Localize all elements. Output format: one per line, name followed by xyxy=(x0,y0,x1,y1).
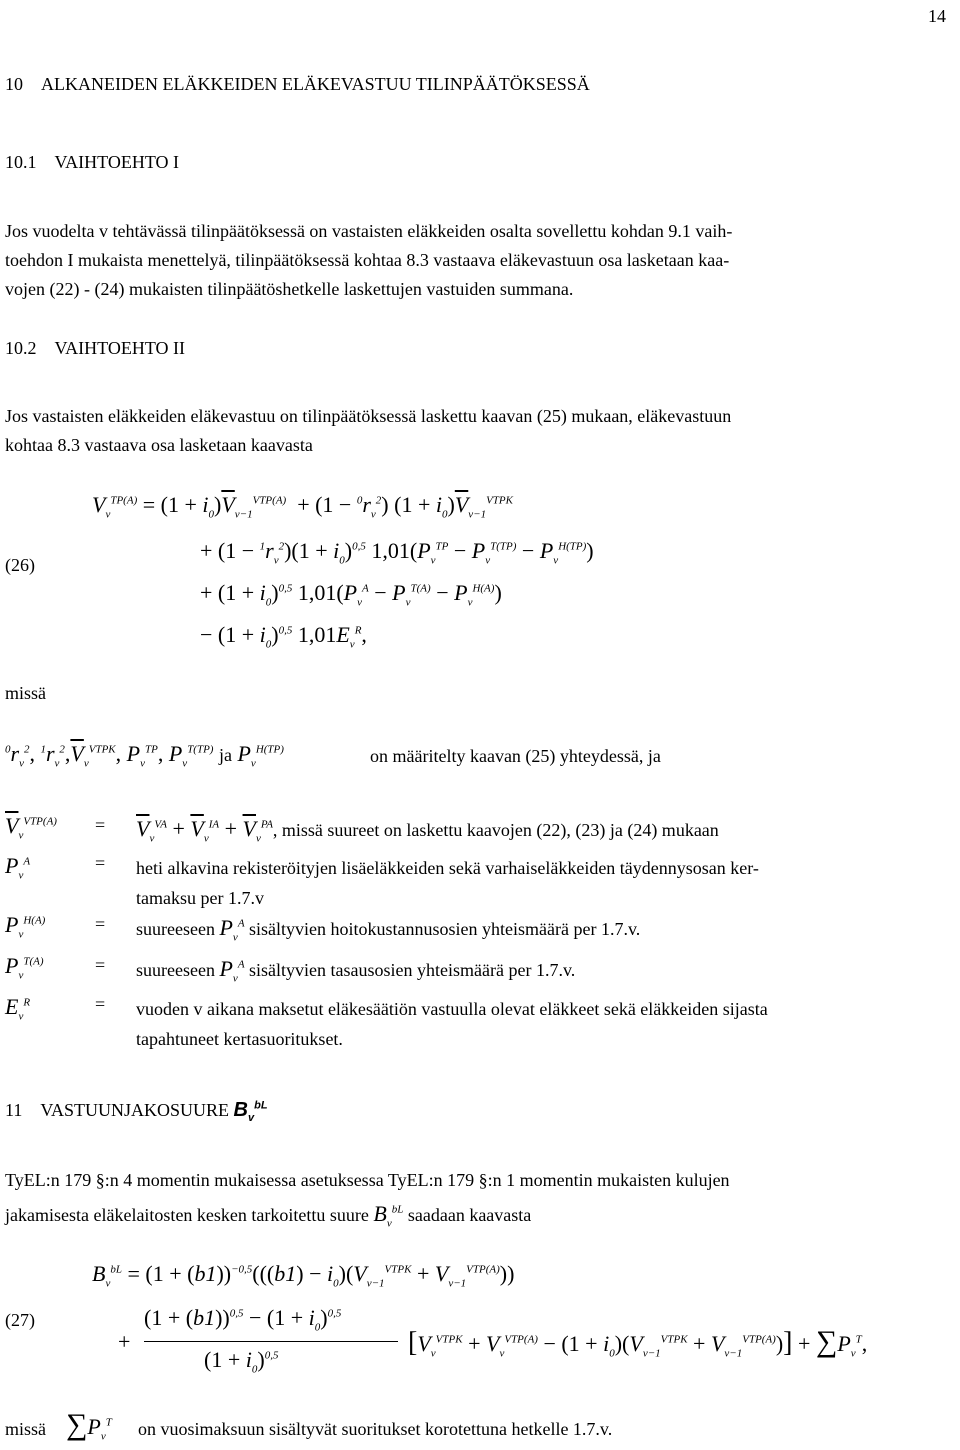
symbol-er: $E_v^R$ xyxy=(5,994,31,1023)
page-number: 14 xyxy=(928,6,946,26)
formula-26-line-1: $V_v^{TP(A)} = (1 + i_0)\overline{V}_{v-1}^{VTP(A)} + (1 - ^0r_v^2) (1 + i_0)\overline{V}_{v-1}^{VTPK}$ xyxy=(92,492,513,521)
symbol-pa-inline: $P_v^A$ xyxy=(219,956,245,985)
formula-27-line-2: + $(1 + (b1))^{0,5} - (1 + i_0)^{0,5}$ $(1 + i_0)^{0,5}$ $[V_v^{VTPK} + V_v^{VTP(A)} - (1 + i_0)(V_{v-1}^{VTPK} + V_{v-1}^{VTP(A)})] + \sum P_v^T$, xyxy=(118,1305,868,1376)
symbol-sum-pt: $\sum P_v^T$ xyxy=(66,1408,112,1443)
definition-row xyxy=(0,815,960,845)
paragraph-line: vojen (22) - (24) mukaisten tilinpäätöshetkelle laskettujen vastuiden summana. xyxy=(5,279,574,299)
section-10-heading: 10 ALKANEIDEN ELÄKKEIDEN ELÄKEVASTUU TILINPÄÄTÖKSESSÄ xyxy=(5,74,590,94)
definition-text: , missä suureet on laskettu kaavojen (22), (23) ja (24) mukaan xyxy=(272,820,719,840)
paragraph-line: Jos vastaisten eläkkeiden eläkevastuu on tilinpäätöksessä laskettu kaavan (25) mukaan, eläkevastuun xyxy=(5,406,732,426)
definition-row xyxy=(0,853,960,913)
formula-26-line-4: − $(1 + i_0)^{0,5}$ $1,01E_v^R$, xyxy=(200,622,367,651)
symbol-bvbl-inline: $B_v^{bL}$ xyxy=(373,1201,404,1230)
symbol-bvbl: $B_v^{bL}$ xyxy=(233,1099,268,1124)
symbol-sum: $\overline{V}_v^{VA} + \overline{V}_v^{IA} + \overline{V}_v^{PA}$ xyxy=(136,816,273,845)
fraction-denominator: $(1 + i_0)^{0,5}$ xyxy=(204,1347,279,1376)
definition-row xyxy=(0,955,960,985)
missa-text-27: on vuosimaksuun sisältyvät suoritukset korotettuna hetkelle 1.7.v. xyxy=(138,1419,613,1439)
formula-number-26: (26) xyxy=(5,555,35,575)
section-10-1-heading: 10.1 VAIHTOEHTO I xyxy=(5,152,179,172)
bracket-expression: $[V_v^{VTPK} + V_v^{VTP(A)} - (1 + i_0)(V_{v-1}^{VTPK} + V_{v-1}^{VTP(A)})] + \sum P_v^T$, xyxy=(408,1325,868,1360)
formula-number-27: (27) xyxy=(5,1310,35,1330)
paragraph-line: Jos vuodelta v tehtävässä tilinpäätöksessä on vastaisten eläkkeiden osalta sovellettu kohdan 9.1 vaih- xyxy=(5,221,733,241)
defined-symbols-list: $^0r_v^2$, $^1r_v^2,\overline{V}_v^{VTPK}$, $P_v^{TP}$, $P_v^{T(TP)}$ ja $P_v^{H(TP)}$ xyxy=(5,741,284,770)
paragraph-line: TyEL:n 179 §:n 4 momentin mukaisessa asetuksessa TyEL:n 179 §:n 1 momentin mukaisten kulujen xyxy=(5,1170,730,1190)
missa-label: missä xyxy=(5,683,47,703)
formula-26-line-3: + $(1 + i_0)^{0,5}$ $1,01(P_v^A - P_v^{T(A)} - P_v^{H(A)})$ xyxy=(200,580,502,609)
section-10-2-heading: 10.2 VAIHTOEHTO II xyxy=(5,338,185,358)
symbol-pha: $P_v^{H(A)}$ xyxy=(5,912,46,941)
defined-symbols-text: on määritelty kaavan (25) yhteydessä, ja xyxy=(370,746,661,766)
formula-26-line-2: + $(1 - ^1r_v^2)(1 + i_0)^{0,5}$ $1,01(P_v^{TP} - P_v^{T(TP)} - P_v^{H(TP)})$ xyxy=(200,538,594,567)
fraction-numerator: $(1 + (b1))^{0,5} - (1 + i_0)^{0,5}$ xyxy=(144,1305,342,1334)
definition-text: vuoden v aikana maksetut eläkesäätiön vastuulla olevat eläkkeet sekä eläkkeiden sijasta tapahtuneet kertasuoritukset. xyxy=(136,999,768,1049)
section-11-heading: 11 VASTUUNJAKOSUURE $B_v^{bL}$ xyxy=(5,1099,268,1124)
definition-row xyxy=(0,994,960,1054)
equals-sign: = xyxy=(95,853,106,873)
definition-text: suureeseen $P_v^A$ sisältyvien tasausosien yhteismäärä per 1.7.v. xyxy=(136,956,576,985)
equals-sign: = xyxy=(95,955,106,975)
equals-sign: = xyxy=(95,914,106,934)
paragraph-line: kohtaa 8.3 vastaava osa lasketaan kaavasta xyxy=(5,435,313,455)
definition-row xyxy=(0,914,960,944)
formula-27-line-1: $B_v^{bL} = (1 + (b1))^{-0,5}(((b1) - i_0)(V_{v-1}^{VTPK} + V_{v-1}^{VTP(A)}))$ xyxy=(92,1261,515,1290)
symbol-vtp: $\overline{V}_v^{VTP(A)}$ xyxy=(5,813,57,842)
definition-text: suureeseen $P_v^A$ sisältyvien hoitokustannusosien yhteismäärä per 1.7.v. xyxy=(136,915,641,944)
fraction-bar xyxy=(144,1341,398,1342)
symbol-pa: $P_v^A$ xyxy=(5,853,31,882)
equals-sign: = xyxy=(95,994,106,1014)
paragraph-line: jakamisesta eläkelaitosten kesken tarkoitettu suure $B_v^{bL}$ saadaan kaavasta xyxy=(5,1201,532,1230)
paragraph-line: toehdon I mukaista menettelyä, tilinpäätöksessä kohtaa 8.3 vastaava eläkevastuun osa lasketaan kaa- xyxy=(5,250,730,270)
symbol-pta: $P_v^{T(A)}$ xyxy=(5,953,44,982)
symbol-pa-inline: $P_v^A$ xyxy=(219,915,245,944)
definition-text: heti alkavina rekisteröityjen lisäeläkkeiden sekä varhaiseläkkeiden täydennysosan ker- tamaksu per 1.7.v xyxy=(136,858,759,908)
equals-sign: = xyxy=(95,815,106,835)
missa-label-27: missä xyxy=(5,1419,47,1439)
